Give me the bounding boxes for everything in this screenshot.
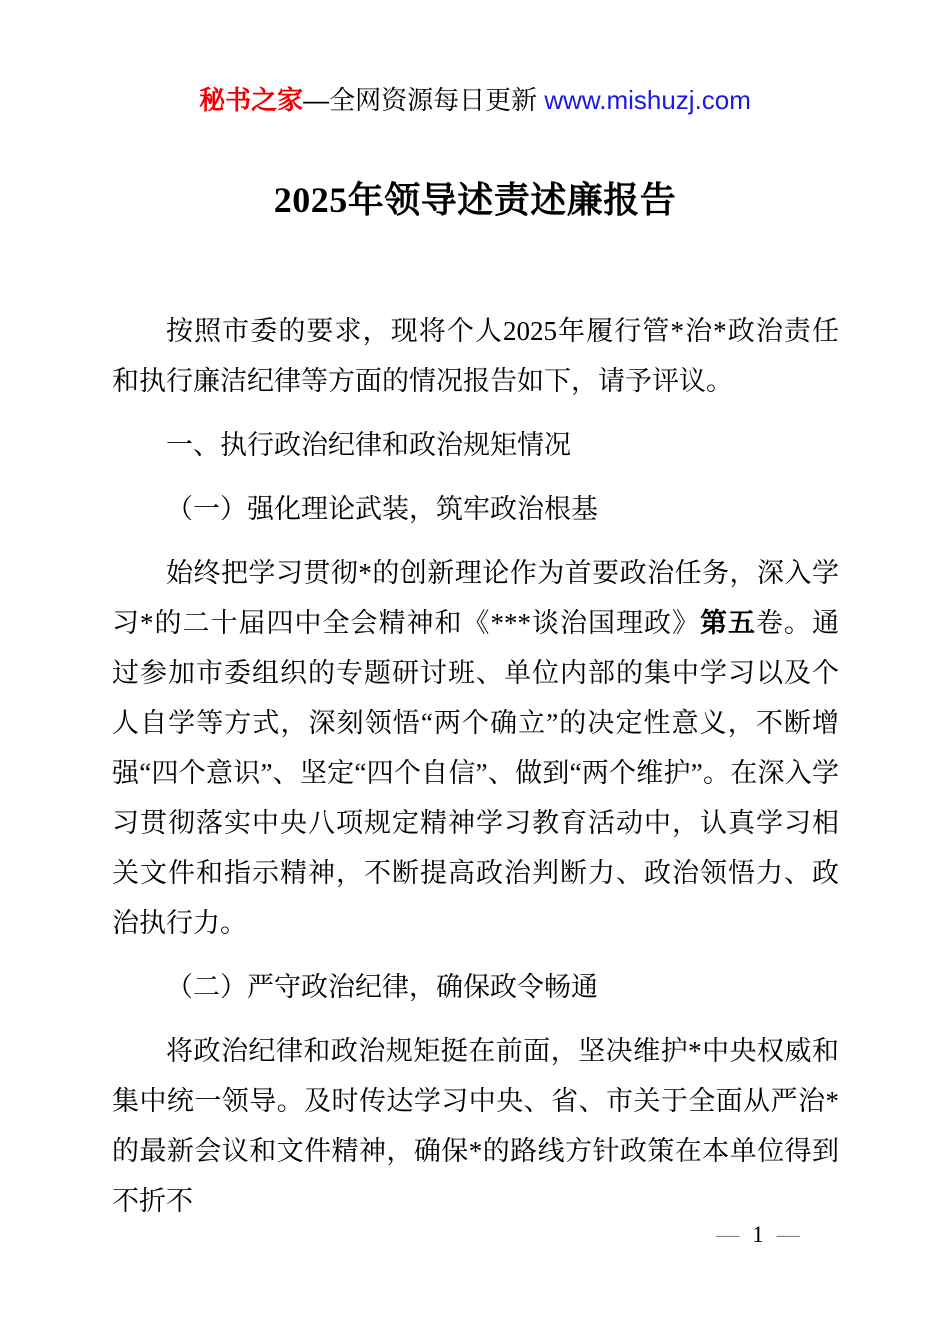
text-run: （二）严守政治纪律，确保政令畅通	[166, 972, 598, 1002]
text-run: 始终把学习贯彻*的创新理论作为首要政治任务，深入学习*的二十届四中全会精神和《***谈治国理政》	[112, 558, 839, 638]
header-url-link[interactable]: www.mishuzj.com	[544, 85, 751, 115]
footer-page-number: 1	[752, 1222, 764, 1247]
page-footer	[0, 1220, 950, 1260]
footer-page-number-group	[716, 1220, 800, 1250]
text-run: 将政治纪律和政治规矩挺在前面，坚决维护*中央权威和集中统一领导。及时传达学习中央、省、市关于全面从严治*的最新会议和文件精神，确保*的路线方针政策在本单位得到不折不	[112, 1036, 839, 1216]
bold-text-run: 第五	[700, 608, 756, 638]
text-run: 一、执行政治纪律和政治规矩情况	[166, 430, 571, 460]
heading-level1	[112, 420, 839, 470]
footer-dash-right: —	[776, 1222, 800, 1247]
heading-level2	[112, 484, 839, 534]
document-header	[0, 84, 950, 116]
paragraph	[112, 548, 839, 948]
heading-level2	[112, 962, 839, 1012]
footer-dash-left: —	[716, 1222, 740, 1247]
brand-text: 秘书之家	[199, 85, 304, 115]
paragraph	[112, 306, 839, 406]
text-run: 卷。通过参加市委组织的专题研讨班、单位内部的集中学习以及个人自学等方式，深刻领悟“两个确立”的决定性意义，不断增强“四个意识”、坚定“四个自信”、做到“两个维护”。在深入学习贯彻落实中央八项规定精神学习教育活动中，认真学习相关文件和指示精神，不断提高政治判断力、政治领悟力、政治执行力。	[112, 608, 839, 938]
document-body	[112, 306, 839, 1226]
text-run: 按照市委的要求，现将个人2025年履行管*治*政治责任和执行廉洁纪律等方面的情况报告如下，请予评议。	[112, 316, 839, 396]
header-tagline: —全网资源每日更新	[303, 85, 545, 115]
paragraph	[112, 1026, 839, 1226]
text-run: （一）强化理论武装，筑牢政治根基	[166, 494, 598, 524]
document-title: 2025年领导述责述廉报告	[273, 180, 677, 220]
